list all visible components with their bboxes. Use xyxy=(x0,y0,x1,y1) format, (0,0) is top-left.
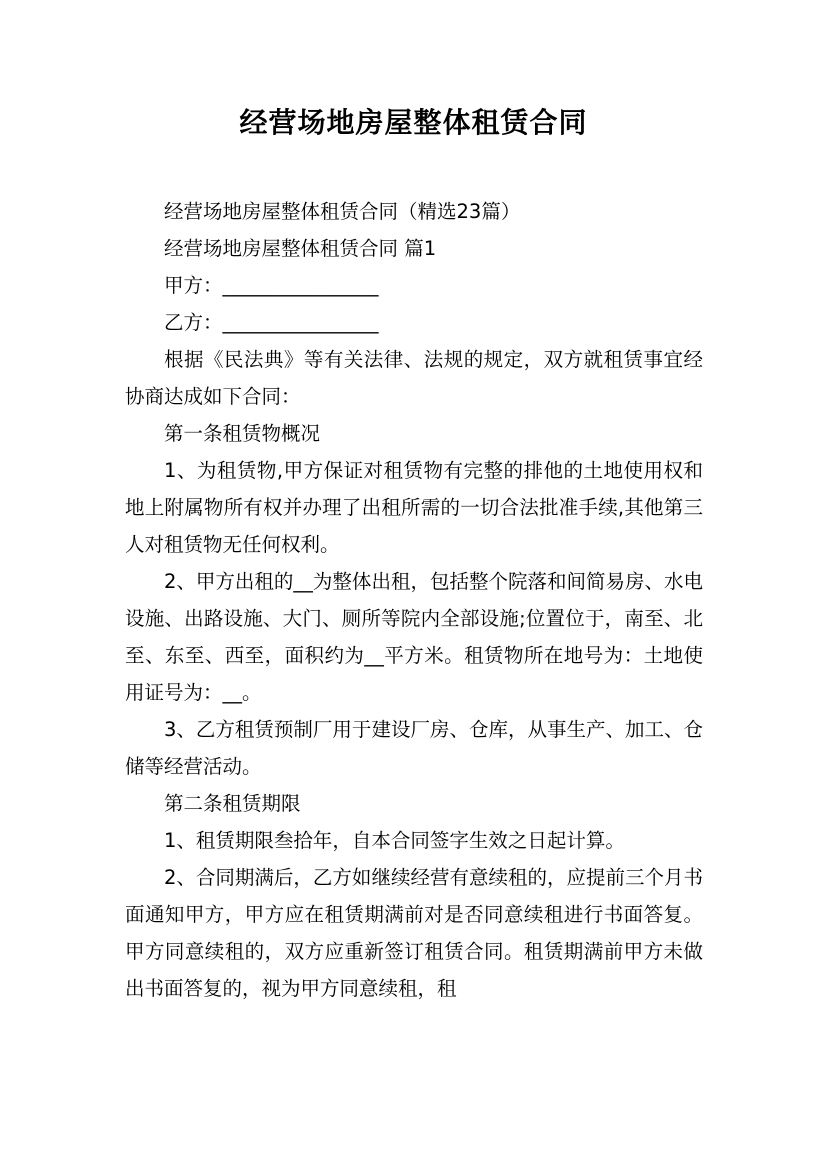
document-body xyxy=(125,193,703,1007)
paragraph-article-1-clause-2: 2、甲方出租的__为整体出租，包括整个院落和间简易房、水电设施、出路设施、大门、厕所等院内全部设施;位置位于，南至、北至、东至、西至，面积约为__平方米。租赁物所在地号为：土地使用证号为：__。 xyxy=(125,570,703,704)
paragraph-article-1-heading: 第一条租赁物概况 xyxy=(164,422,321,445)
paragraph-preamble: 根据《民法典》等有关法律、法规的规定，双方就租赁事宜经协商达成如下合同： xyxy=(125,348,703,408)
paragraph-party-a: 甲方：________________ xyxy=(164,274,379,297)
document-title: 经营场地房屋整体租赁合同 xyxy=(239,106,588,139)
paragraph-article-1-clause-3: 3、乙方租赁预制厂用于建设厂房、仓库，从事生产、加工、仓储等经营活动。 xyxy=(125,718,703,778)
paragraph-article-1-clause-1: 1、为租赁物,甲方保证对租赁物有完整的排他的土地使用权和地上附属物所有权并办理了出租所需的一切合法批准手续,其他第三人对租赁物无任何权利。 xyxy=(125,459,703,556)
paragraph-article-2-clause-2: 2、合同期满后，乙方如继续经营有意续租的，应提前三个月书面通知甲方，甲方应在租赁期满前对是否同意续租进行书面答复。甲方同意续租的，双方应重新签订租赁合同。租赁期满前甲方未做出书面答复的，视为甲方同意续租，租 xyxy=(125,866,703,1000)
paragraph-party-b: 乙方：________________ xyxy=(164,311,379,334)
paragraph-article-2-clause-1: 1、租赁期限叁拾年，自本合同签字生效之日起计算。 xyxy=(164,829,625,852)
paragraph-subtitle: 经营场地房屋整体租赁合同（精选23篇） xyxy=(164,200,521,223)
paragraph-article-2-heading: 第二条租赁期限 xyxy=(164,792,301,815)
paragraph-section-heading: 经营场地房屋整体租赁合同 篇1 xyxy=(164,237,437,260)
